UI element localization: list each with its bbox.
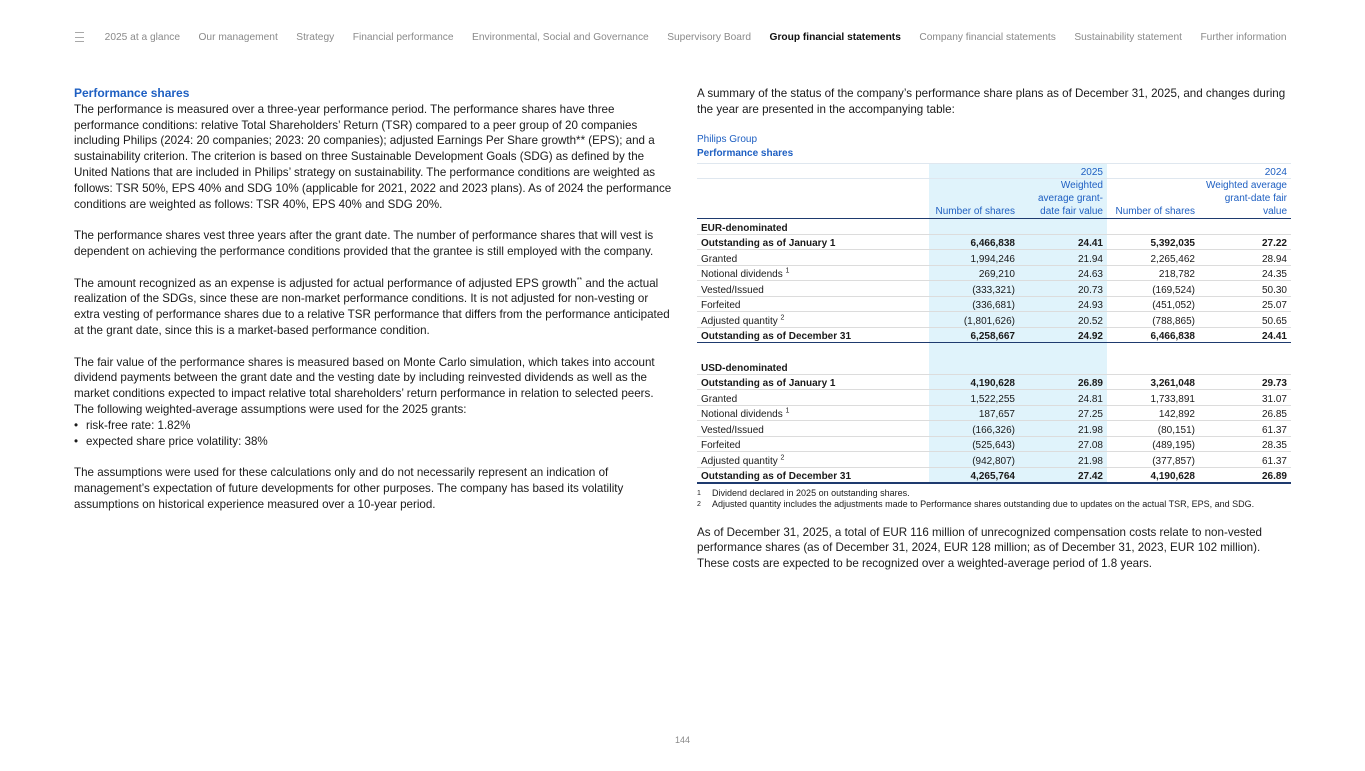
- footnote-2: [697, 499, 1293, 511]
- cell-fair-value-2024: 24.41: [1199, 327, 1291, 343]
- cell-shares-2024: 4,190,628: [1107, 467, 1199, 483]
- cell-fair-value-2024: 27.22: [1199, 234, 1291, 250]
- cell-fair-value-2025: 21.98: [1019, 421, 1107, 437]
- cell-shares-2025: (1,801,626): [929, 312, 1019, 328]
- paragraph-assumptions: The assumptions were used for these calculations only and do not necessarily represent an indication of management’s expectation of future developments for other purposes. The company has based its volatility assumptions on historical experience measured over a 10-year period.: [74, 466, 624, 511]
- empty-cell: [1019, 359, 1107, 375]
- section-title: Performance shares: [74, 86, 190, 100]
- table-row: [697, 296, 1291, 312]
- header-2024-spacer: [1107, 163, 1199, 179]
- header-empty: [697, 163, 929, 179]
- empty-cell: [1199, 359, 1291, 375]
- table-footnotes: [697, 488, 1293, 511]
- row-label-text: Adjusted quantity: [701, 455, 778, 467]
- header-label-empty: [697, 179, 929, 219]
- cell-shares-2024: 3,261,048: [1107, 374, 1199, 390]
- nav-item-strategy[interactable]: Strategy: [296, 31, 335, 43]
- cell-fair-value-2024: 25.07: [1199, 296, 1291, 312]
- cell-shares-2025: 4,265,764: [929, 467, 1019, 483]
- section-label: EUR-denominated: [697, 219, 929, 235]
- closing-paragraph: As of December 31, 2025, a total of EUR 116 million of unrecognized compensation costs relate to non-vested performance shares (as of December 31, 2024, EUR 128 million; as of December 31, 2023, EUR 102 million). These costs are expected to be recognized over a weighted-average period of 1.8 years.: [697, 525, 1262, 571]
- row-label: [697, 374, 929, 390]
- cell-fair-value-2024: 26.89: [1199, 467, 1291, 483]
- nav-item-further-information[interactable]: Further information: [1200, 31, 1287, 43]
- cell-fair-value-2025: 20.52: [1019, 312, 1107, 328]
- cell-shares-2025: 1,994,246: [929, 250, 1019, 266]
- row-label: [697, 265, 929, 281]
- header-fair-value-2024: Weighted average grant-date fair value: [1199, 179, 1291, 219]
- cell-fair-value-2025: 21.94: [1019, 250, 1107, 266]
- cell-shares-2025: 269,210: [929, 265, 1019, 281]
- row-label: [697, 467, 929, 483]
- cell-shares-2024: 2,265,462: [1107, 250, 1199, 266]
- cell-fair-value-2024: 29.73: [1199, 374, 1291, 390]
- row-label-text: Granted: [701, 253, 738, 265]
- cell-shares-2025: (166,326): [929, 421, 1019, 437]
- footnote-marker: **: [576, 276, 583, 284]
- nav-item-company-financial-statements[interactable]: Company financial statements: [919, 31, 1056, 43]
- cell-fair-value-2024: 31.07: [1199, 390, 1291, 406]
- assumption-volatility: • expected share price volatility: 38%: [74, 434, 674, 450]
- table-row: [697, 234, 1291, 250]
- section-label: USD-denominated: [697, 359, 929, 375]
- cell-fair-value-2024: 50.65: [1199, 312, 1291, 328]
- row-label-text: Outstanding as of December 31: [701, 331, 852, 343]
- nav-item-sustainability-statement[interactable]: Sustainability statement: [1074, 31, 1182, 43]
- cell-fair-value-2024: 24.35: [1199, 265, 1291, 281]
- cell-shares-2024: 5,392,035: [1107, 234, 1199, 250]
- header-year-2024: 2024: [1199, 163, 1291, 179]
- paragraph-expense: [74, 276, 674, 339]
- table-row: [697, 452, 1291, 468]
- row-label: [697, 421, 929, 437]
- paragraph-expense-part2: and the actual realization of the SDGs, since these are non-market performance conditions. It is not adjusted for non-vesting or extra vesting of performance shares due to a relative TSR performance that differs from the performance anticipated at the grant date, since this is a market-based performance condition.: [74, 276, 670, 337]
- usd-section: [697, 359, 1291, 483]
- cell-fair-value-2024: 26.85: [1199, 405, 1291, 421]
- top-navigation: [75, 26, 1305, 48]
- cell-shares-2024: (80,151): [1107, 421, 1199, 437]
- cell-fair-value-2024: 61.37: [1199, 452, 1291, 468]
- cell-shares-2025: (525,643): [929, 436, 1019, 452]
- row-label: [697, 312, 929, 328]
- header-year-2025: 2025: [1019, 163, 1107, 179]
- footnote-2-text: Adjusted quantity includes the adjustments made to Performance shares outstanding due to updates on the actual TSR, EPS, and SDG.: [712, 499, 1255, 510]
- footnote-1-mark: 1: [697, 489, 701, 497]
- nav-item-esg[interactable]: Environmental, Social and Governance: [472, 31, 649, 43]
- footnote-ref: 2: [780, 454, 785, 462]
- cell-shares-2025: (333,321): [929, 281, 1019, 297]
- footnote-ref: 1: [785, 407, 790, 415]
- performance-shares-table: [697, 163, 1291, 484]
- year-header-row: [697, 163, 1291, 179]
- header-fair-value-2025: Weighted average grant-date fair value: [1019, 179, 1107, 219]
- empty-cell: [1199, 219, 1291, 235]
- left-column: [74, 86, 674, 528]
- cell-shares-2025: (942,807): [929, 452, 1019, 468]
- row-label: [697, 436, 929, 452]
- cell-fair-value-2024: 61.37: [1199, 421, 1291, 437]
- footnote-2-mark: 2: [697, 501, 701, 509]
- cell-shares-2025: 1,522,255: [929, 390, 1019, 406]
- cell-fair-value-2025: 24.92: [1019, 327, 1107, 343]
- table-row: [697, 281, 1291, 297]
- row-label: [697, 281, 929, 297]
- cell-shares-2024: (451,052): [1107, 296, 1199, 312]
- row-label: [697, 390, 929, 406]
- table-caption-group: Philips Group: [697, 133, 758, 145]
- row-label: [697, 296, 929, 312]
- assumptions-list: [74, 418, 674, 450]
- cell-fair-value-2024: 50.30: [1199, 281, 1291, 297]
- cell-shares-2025: 4,190,628: [929, 374, 1019, 390]
- paragraph-fair-value: The fair value of the performance shares is measured based on Monte Carlo simulation, which takes into account dividend payments between the grant date and the vesting date by including reinvested dividends as well as the market conditions expected to impact relative total shareholders’ return performance in relation to selected peers. The following weighted-average assumptions were used for the 2025 grants:: [74, 355, 655, 416]
- section-header-row: [697, 359, 1291, 375]
- row-label-text: Adjusted quantity: [701, 315, 778, 327]
- footnote-1: [697, 488, 1293, 500]
- nav-item-financial-performance[interactable]: Financial performance: [352, 31, 454, 43]
- cell-fair-value-2025: 26.89: [1019, 374, 1107, 390]
- row-label-text: Forfeited: [701, 300, 741, 312]
- row-label-text: Notional dividends: [701, 409, 783, 421]
- nav-item-group-financial-statements[interactable]: Group financial statements: [769, 31, 901, 43]
- row-label: [697, 250, 929, 266]
- hamburger-menu-icon[interactable]: [75, 32, 84, 42]
- table-caption-title: Performance shares: [697, 147, 794, 159]
- table-row: [697, 374, 1291, 390]
- empty-cell: [1019, 219, 1107, 235]
- cell-shares-2024: (788,865): [1107, 312, 1199, 328]
- cell-fair-value-2025: 21.98: [1019, 452, 1107, 468]
- header-shares-2024: Number of shares: [1107, 179, 1199, 219]
- table-row: [697, 467, 1291, 483]
- row-label-text: Forfeited: [701, 440, 741, 452]
- cell-shares-2025: 6,466,838: [929, 234, 1019, 250]
- table-row: [697, 436, 1291, 452]
- row-label-text: Outstanding as of January 1: [701, 238, 836, 250]
- cell-shares-2024: 142,892: [1107, 405, 1199, 421]
- cell-fair-value-2024: 28.94: [1199, 250, 1291, 266]
- right-column: [697, 86, 1293, 572]
- empty-cell: [1107, 219, 1199, 235]
- nav-item-supervisory-board[interactable]: Supervisory Board: [667, 31, 752, 43]
- table-row: [697, 405, 1291, 421]
- cell-shares-2024: 218,782: [1107, 265, 1199, 281]
- empty-cell: [929, 359, 1019, 375]
- cell-shares-2025: 187,657: [929, 405, 1019, 421]
- row-label-text: Outstanding as of December 31: [701, 470, 852, 482]
- page-number: 144: [674, 735, 691, 745]
- cell-shares-2024: (169,524): [1107, 281, 1199, 297]
- row-label-text: Granted: [701, 393, 738, 405]
- table-row: [697, 250, 1291, 266]
- row-label: [697, 327, 929, 343]
- paragraph-conditions: The performance is measured over a three-year performance period. The performance shares have three performance conditions: relative Total Shareholders’ Return (TSR) compared to a peer group of 20 companies including Philips (2024: 20 companies; 2023: 20 companies); adjusted Earnings Per Share growth** (EPS); and a sustainability criterion. The criterion is based on three Sustainable Development Goals (SDG) as defined by the United Nations that are included in Philips’ strategy on sustainability. The performance conditions are weighted as follows: TSR 50%, EPS 40% and SDG 10% (applicable for 2021, 2022 and 2023 plans). As of 2024 the performance conditions are weighted as follows: TSR 40%, EPS 40% and SDG 20%.: [74, 102, 672, 211]
- table-intro: A summary of the status of the company’s performance share plans as of December 31, 2025, and changes during the year are presented in the accompanying table:: [697, 87, 1286, 116]
- row-label-text: Outstanding as of January 1: [701, 378, 836, 390]
- table-row: [697, 421, 1291, 437]
- cell-fair-value-2025: 27.08: [1019, 436, 1107, 452]
- cell-fair-value-2024: 28.35: [1199, 436, 1291, 452]
- footnote-ref: 1: [785, 267, 790, 275]
- cell-fair-value-2025: 24.41: [1019, 234, 1107, 250]
- cell-shares-2024: 1,733,891: [1107, 390, 1199, 406]
- paragraph-expense-part1: The amount recognized as an expense is adjusted for actual performance of adjusted EPS growth: [74, 276, 577, 290]
- cell-shares-2024: (489,195): [1107, 436, 1199, 452]
- cell-fair-value-2025: 24.63: [1019, 265, 1107, 281]
- row-label: [697, 452, 929, 468]
- nav-item-at-a-glance[interactable]: 2025 at a glance: [104, 31, 180, 43]
- footnote-1-text: Dividend declared in 2025 on outstanding shares.: [712, 487, 910, 498]
- cell-shares-2024: 6,466,838: [1107, 327, 1199, 343]
- table-row: [697, 327, 1291, 343]
- cell-fair-value-2025: 24.81: [1019, 390, 1107, 406]
- empty-cell: [1107, 359, 1199, 375]
- cell-fair-value-2025: 27.42: [1019, 467, 1107, 483]
- cell-fair-value-2025: 27.25: [1019, 405, 1107, 421]
- cell-shares-2025: (336,681): [929, 296, 1019, 312]
- assumption-risk-free-rate: • risk-free rate: 1.82%: [74, 418, 674, 434]
- row-label-text: Vested/Issued: [701, 284, 764, 296]
- row-label-text: Vested/Issued: [701, 424, 764, 436]
- cell-shares-2025: 6,258,667: [929, 327, 1019, 343]
- table-row: [697, 312, 1291, 328]
- cell-fair-value-2025: 20.73: [1019, 281, 1107, 297]
- section-spacer: [697, 343, 1291, 359]
- empty-cell: [929, 219, 1019, 235]
- header-2025-spacer: [929, 163, 1019, 179]
- row-label: [697, 234, 929, 250]
- section-header-row: [697, 219, 1291, 235]
- row-label-text: Notional dividends: [701, 269, 783, 281]
- row-label: [697, 405, 929, 421]
- eur-section: [697, 219, 1291, 343]
- cell-fair-value-2025: 24.93: [1019, 296, 1107, 312]
- table-row: [697, 390, 1291, 406]
- nav-item-our-management[interactable]: Our management: [198, 31, 278, 43]
- paragraph-vesting: The performance shares vest three years after the grant date. The number of performance shares that will vest is dependent on achieving the performance conditions provided that the grantee is still employed with the company.: [74, 229, 654, 258]
- column-header-row: [697, 179, 1291, 219]
- cell-shares-2024: (377,857): [1107, 452, 1199, 468]
- header-shares-2025: Number of shares: [929, 179, 1019, 219]
- footnote-ref: 2: [780, 314, 785, 322]
- table-row: [697, 265, 1291, 281]
